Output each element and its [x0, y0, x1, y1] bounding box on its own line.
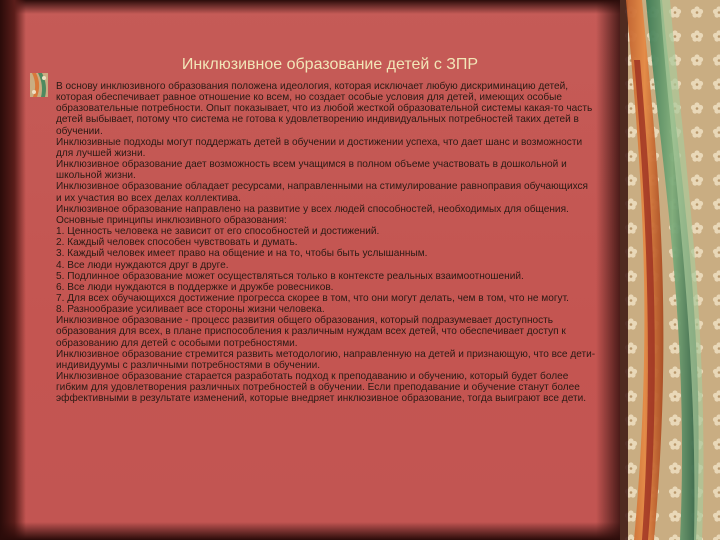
- frame-shadow-left: [0, 0, 26, 540]
- body-paragraph: Инклюзивное образование - процесс развития общего образования, который подразумевает доступность образования для всех, в плане приспособления к различным нуждам всех детей, что обеспечивает доступ к образованию для детей с особыми потребностями.: [56, 315, 566, 349]
- body-paragraph: Инклюзивное образование дает возможность всем учащимся в полном объеме участвовать в дошкольной и школьной жизни.: [56, 159, 567, 182]
- body-paragraph: Инклюзивные подходы могут поддержать детей в обучении и достижении успеха, что дает шанс и возможности для лучшей жизни.: [56, 136, 583, 159]
- frame-shadow-top: [0, 0, 625, 14]
- principle-item: 5. Подлинное образование может осуществляться только в контексте реальных взаимоотношений.: [56, 270, 524, 282]
- principle-item: 3. Каждый человек имеет право на общение и на то, чтобы быть услышанным.: [56, 248, 428, 260]
- principles-heading: Основные принципы инклюзивного образования:: [56, 214, 287, 226]
- floral-drape-decoration: [620, 0, 720, 540]
- body-paragraph: Инклюзивное образование направлено на развитие у всех людей способностей, необходимых для общения.: [56, 203, 569, 215]
- principle-item: 8. Разнообразие усиливает все стороны жизни человека.: [56, 304, 325, 316]
- slide-body-text: [56, 81, 596, 405]
- frame-shadow-bottom: [0, 522, 625, 540]
- principle-item: 7. Для всех обучающихся достижение прогресса скорее в том, что они могут делать, чем в том, что не могут.: [56, 292, 569, 304]
- principle-item: 4. Все люди нуждаются друг в друге.: [56, 259, 229, 271]
- principle-item: 1. Ценность человека не зависит от его способностей и достижений.: [56, 226, 380, 238]
- patterned-square-bullet-icon: [30, 73, 48, 97]
- slide-title: Инклюзивное образование детей с ЗПР: [181, 56, 479, 73]
- body-paragraph: Инклюзивное образование старается разработать подход к преподаванию и обучению, который будет более гибким для удовлетворения различных потребностей в обучении. Если преподавание и обучение станут более эффективными в результате изменений, которые внедряет инклюзивное образование, тогда выиграют все дети.: [56, 371, 587, 405]
- principle-item: 6. Все люди нуждаются в поддержке и дружбе ровесников.: [56, 281, 334, 293]
- body-paragraph: Инклюзивное образование стремится развить методологию, направленную на детей и признающую, что все дети-индивидуумы с различными потребностями в обучении.: [56, 348, 596, 371]
- principle-item: 2. Каждый человек способен чувствовать и думать.: [56, 237, 298, 249]
- body-paragraph: В основу инклюзивного образования положена идеология, которая исключает любую дискриминацию детей, которая обеспечивает равное отношение ко всем, но создает особые условия для детей, имеющих особые образовательные потребности. Опыт показывает, что из любой жесткой образовательной системы какая-то часть детей выбывает, потому что система не готова к удовлетворению индивидуальных потребностей таких детей в обучении.: [56, 81, 593, 137]
- body-paragraph: Инклюзивное образование обладает ресурсами, направленными на стимулирование равноправия обучающихся и их участия во всех делах коллектива.: [56, 181, 589, 204]
